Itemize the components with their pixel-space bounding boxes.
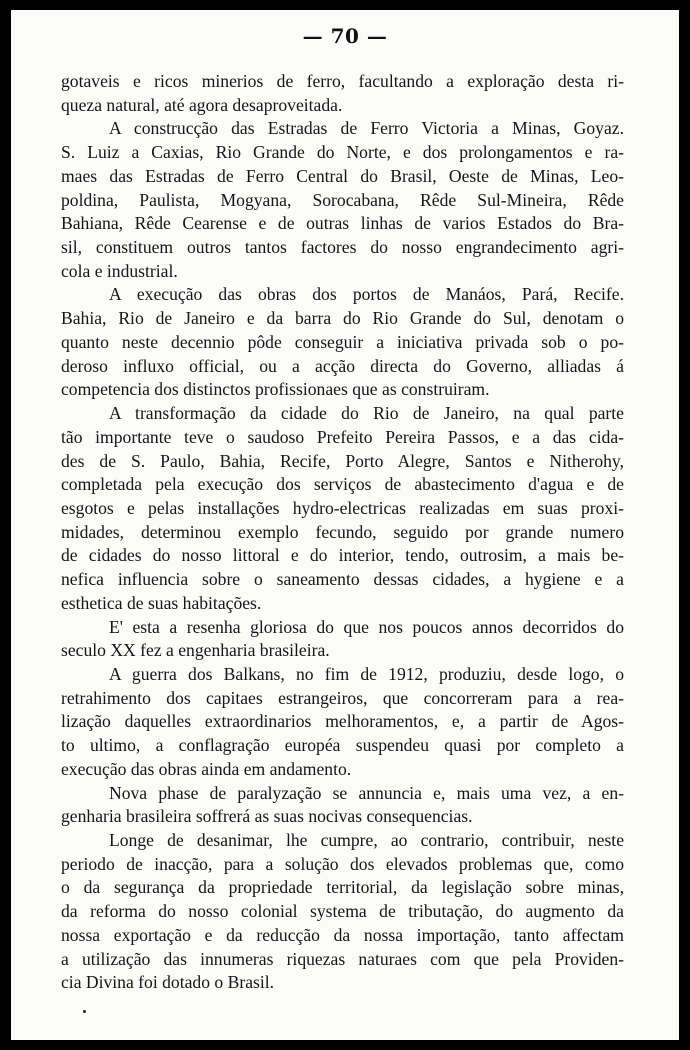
text-line: Bahia, Rio de Janeiro e da barra do Rio Grande do Sul, denotam o (61, 308, 624, 329)
text-line: execução das obras ainda em andamento. (61, 758, 352, 779)
text-line: Bahiana, Rêde Cearense e de outras linhas de varios Estados do Bra- (61, 213, 624, 234)
text-line: sil, constituem outros tantos factores do nosso engrandecimento agri- (61, 237, 624, 258)
ink-dot (83, 1010, 86, 1013)
text-line: Longe de desanimar, lhe cumpre, ao contrario, contribuir, neste (109, 830, 624, 850)
text-line: competencia dos distinctos profissionaes que as construiram. (61, 379, 490, 400)
text-line: A guerra dos Balkans, no fim de 1912, produziu, desde logo, o (109, 663, 624, 684)
text-line: Nova phase de paralyzação se annuncia e, mais uma vez, a en- (109, 782, 624, 803)
text-line: A execução das obras dos portos de Manáos, Pará, Recife. (109, 284, 624, 305)
text-line: de cidades do nosso littoral e do interior, tendo, outrosim, a mais be- (61, 545, 624, 566)
text-line: retrahimento dos capitaes estrangeiros, que concorreram para a rea- (61, 687, 624, 708)
text-line: des de S. Paulo, Bahia, Recife, Porto Alegre, Santos e Nitherohy, (61, 450, 624, 471)
text-line: cola e industrial. (61, 260, 178, 281)
text-line: da reforma do nosso colonial systema de tributação, do augmento da (61, 901, 624, 922)
text-line: deroso influxo official, ou a acção directa do Governo, alliadas á (61, 355, 624, 376)
text-line: o da segurança da propriedade territorial, da legislação sobre minas, (61, 877, 624, 898)
text-line: midades, determinou exemplo fecundo, seguido por grande numero (61, 521, 624, 542)
text-line: to ultimo, a conflagração européa suspendeu quasi por completo a (61, 735, 624, 756)
text-line: esgotos e pelas installações hydro-electricas realizadas em suas proxi- (61, 497, 624, 518)
page-number: — 70 — (302, 24, 388, 48)
text-line: lização daquelles extraordinarios melhoramentos, e, a partir de Agos- (61, 711, 624, 732)
text-line: a utilização das innumeras riquezas naturaes com que pela Providen- (61, 948, 624, 969)
text-line: queza natural, até agora desaproveitada. (61, 94, 343, 115)
text-line: nefica influencia sobre o saneamento dessas cidades, a hygiene e a (61, 569, 624, 590)
text-line: maes das Estradas de Ferro Central do Brasil, Oeste de Minas, Leo- (61, 165, 624, 186)
text-line: seculo XX fez a engenharia brasileira. (61, 640, 330, 661)
text-line: cia Divina foi dotado o Brasil. (61, 972, 275, 993)
text-line: poldina, Paulista, Mogyana, Sorocabana, Rêde Sul-Mineira, Rêde (61, 189, 624, 210)
text-line: periodo de inacção, para a solução dos elevados problemas que, como (61, 853, 624, 874)
text-line: E' esta a resenha gloriosa do que nos poucos annos decorridos do (109, 616, 624, 637)
text-line: esthetica de suas habitações. (61, 592, 262, 613)
text-line: gotaveis e ricos minerios de ferro, facultando a exploração desta ri- (61, 71, 624, 91)
text-line: S. Luiz a Caxias, Rio Grande do Norte, e dos prolongamentos e ra- (61, 142, 624, 163)
text-line: A construcção das Estradas de Ferro Victoria a Minas, Goyaz. (109, 118, 624, 139)
text-line: A transformação da cidade do Rio de Janeiro, na qual parte (109, 403, 624, 424)
document-page (11, 10, 679, 1040)
text-line: genharia brasileira soffrerá as suas nocivas consequencias. (61, 806, 473, 827)
text-line: quanto neste decennio pôde conseguir a iniciativa privada sob o po- (61, 331, 624, 352)
text-line: tão importante teve o saudoso Prefeito Pereira Passos, e a das cida- (61, 426, 624, 447)
text-line: completada pela execução dos serviços de abastecimento d'agua e de (61, 474, 624, 495)
body-text (61, 70, 624, 995)
text-line: nossa exportação e da reducção da nossa importação, tanto affectam (61, 924, 624, 945)
